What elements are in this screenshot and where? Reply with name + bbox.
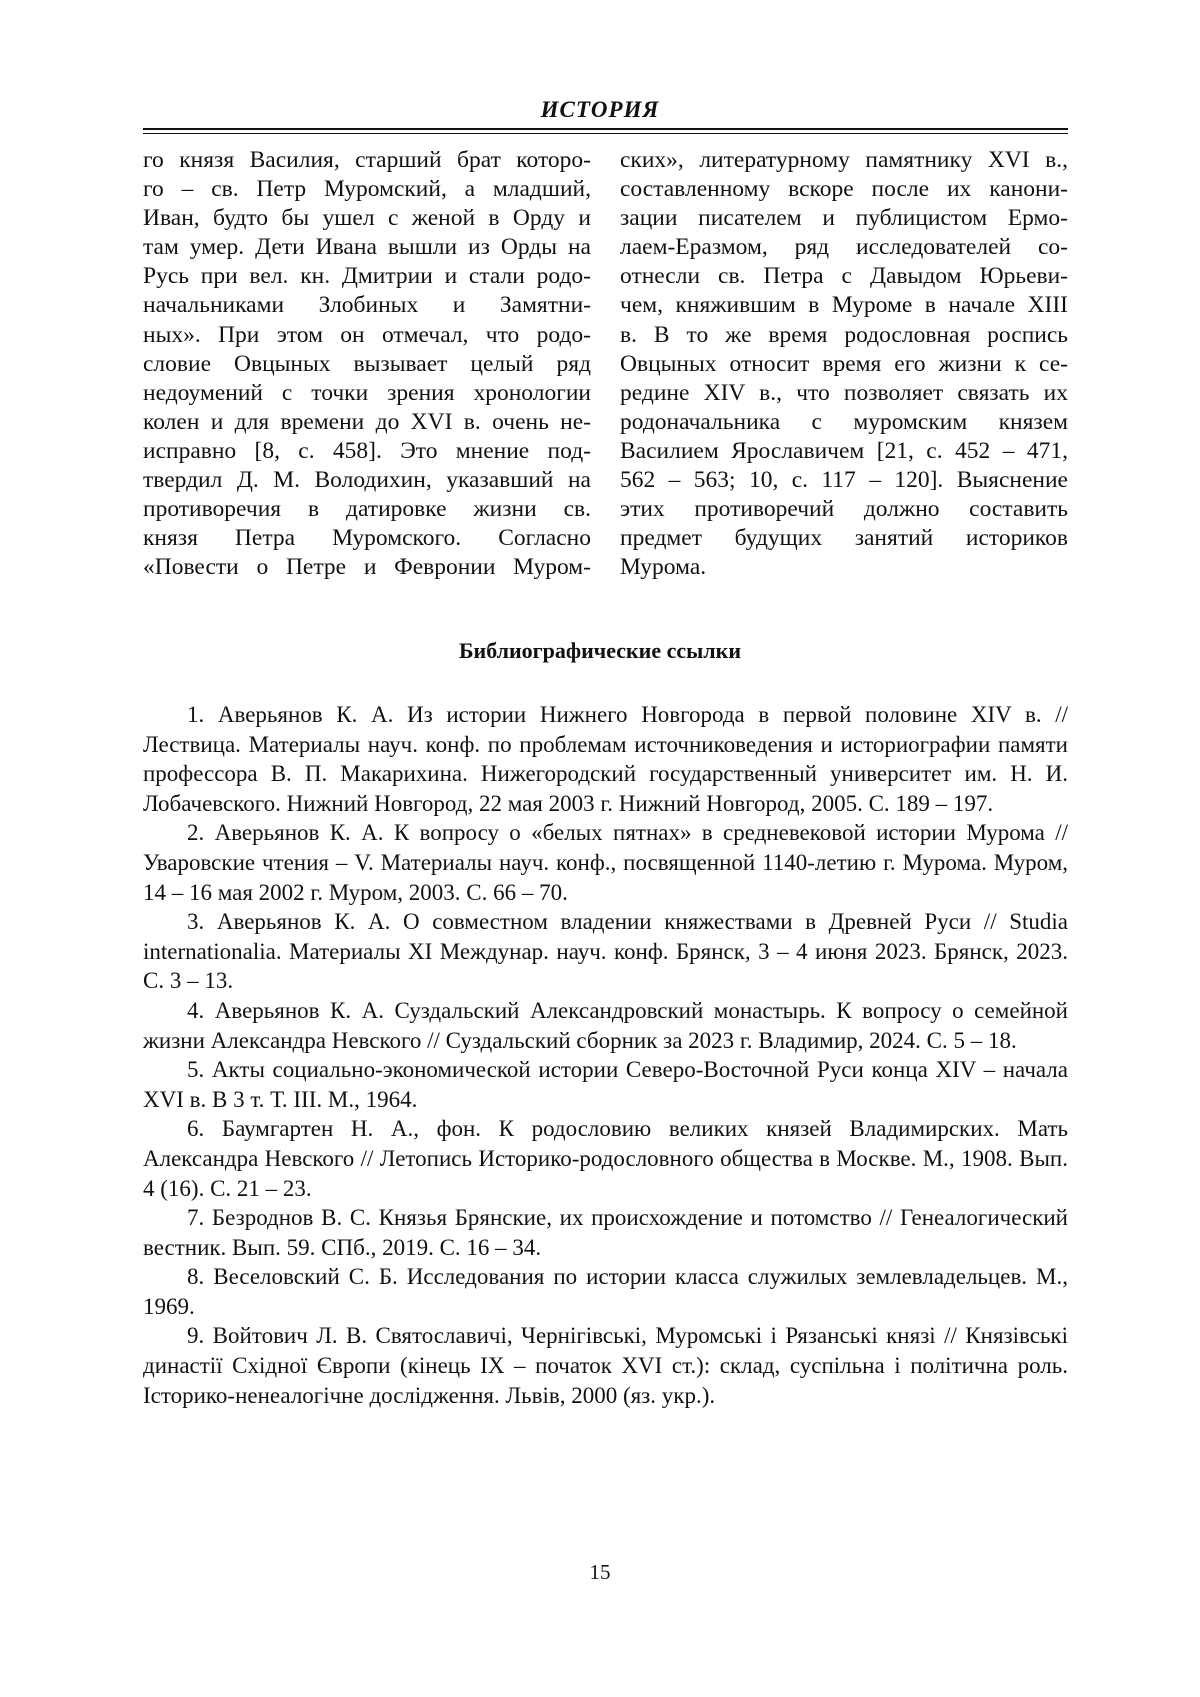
text-line: словие Овцыных вызывает целый ряд bbox=[143, 350, 591, 377]
text-line: Русь при вел. кн. Дмитрии и стали родо- bbox=[143, 263, 591, 290]
text-line: родоначальника с муромским князем bbox=[620, 408, 1068, 435]
text-line: противоречия в датировке жизни св. bbox=[143, 496, 591, 523]
text-line: зации писателем и публицистом Ермо- bbox=[620, 205, 1068, 232]
header-rule-thick bbox=[143, 128, 1068, 130]
text-line: князя Петра Муромского. Согласно bbox=[143, 525, 591, 552]
text-line: редине XIV в., что позволяет связать их bbox=[620, 379, 1068, 406]
text-line: в. В то же время родословная роспись bbox=[620, 321, 1068, 348]
running-header-title: ИСТОРИЯ bbox=[540, 97, 660, 122]
bibliography-entry: 5. Акты социально-экономической истории Северо-Восточной Руси конца XIV – начала XVI в. В 3 т. Т. III. М., 1964. bbox=[143, 1057, 1068, 1112]
text-line: там умер. Дети Ивана вышли из Орды на bbox=[143, 234, 591, 261]
bibliography-entry: 4. Аверьянов К. А. Суздальский Александровский монастырь. К вопросу о семейной жизни Александра Невского // Суздальский сборник за 2023 г. Владимир, 2024. С. 5 – 18. bbox=[143, 997, 1068, 1053]
bibliography-heading: Библиографические ссылки bbox=[458, 638, 742, 663]
bibliography-entry: 9. Войтович Л. В. Святославичі, Чернігівські, Муромські і Рязанські князі // Князівські династії Східної Європи (кінець IX – початок XVI ст.): склад, суспільна і політична роль. Історико-ненеалогічне дослідження. Львів, 2000 (яз. укр.). bbox=[143, 1323, 1068, 1408]
text-line: предмет будущих занятий историков bbox=[620, 525, 1068, 552]
bibliography-entry: 7. Безроднов В. С. Князья Брянские, их происхождение и потомство // Генеалогический вестник. Вып. 59. СПб., 2019. С. 16 – 34. bbox=[143, 1205, 1068, 1260]
text-line: Овцыных относит время его жизни к се- bbox=[620, 350, 1068, 377]
text-line: Иван, будто бы ушел с женой в Орду и bbox=[143, 205, 591, 232]
text-line: этих противоречий должно составить bbox=[620, 496, 1068, 523]
text-line: начальниками Злобиных и Замятни- bbox=[143, 292, 591, 319]
right-text-column bbox=[620, 146, 1068, 582]
text-line: го – св. Петр Муромский, а младший, bbox=[143, 176, 591, 203]
bibliography-entry: 1. Аверьянов К. А. Из истории Нижнего Новгорода в первой половине XIV в. // Лествица. Материалы науч. конф. по проблемам источниковедения и историографии памяти профессора В. П. Макарихина. Нижегородский государственный университет им. Н. И. Лобачевского. Нижний Новгород, 22 мая 2003 г. Нижний Новгород, 2005. С. 189 – 197. bbox=[143, 702, 1068, 816]
text-line: чем, княжившим в Муроме в начале XIII bbox=[620, 292, 1068, 319]
text-line: го князя Василия, старший брат которо- bbox=[143, 147, 591, 173]
bibliography-entry: 6. Баумгартен Н. А., фон. К родословию великих князей Владимирских. Мать Александра Невского // Летопись Историко-родословного общества в Москве. М., 1908. Вып. 4 (16). С. 21 – 23. bbox=[143, 1116, 1068, 1201]
text-line: ных». При этом он отмечал, что родо- bbox=[143, 321, 591, 348]
left-text-column bbox=[143, 146, 591, 582]
text-line: Мурома. bbox=[620, 554, 707, 581]
header-rule-thin bbox=[143, 133, 1068, 134]
text-line: исправно [8, с. 458]. Это мнение под- bbox=[143, 437, 591, 464]
text-line: составленному вскоре после их канони- bbox=[620, 176, 1068, 203]
bibliography-entry: 8. Веселовский С. Б. Исследования по истории класса служилых землевладельцев. М., 1969. bbox=[143, 1264, 1068, 1319]
text-line: лаем-Еразмом, ряд исследователей со- bbox=[620, 234, 1068, 261]
bibliography-entry: 3. Аверьянов К. А. О совместном владении княжествами в Древней Руси // Studia internationalia. Материалы XI Междунар. науч. конф. Брянск, 3 – 4 июня 2023. Брянск, 2023. С. 3 – 13. bbox=[143, 909, 1068, 994]
bibliography-entry: 2. Аверьянов К. А. К вопросу о «белых пятнах» в средневековой истории Мурома // Уваровские чтения – V. Материалы науч. конф., посвященной 1140-летию г. Мурома. Муром, 14 – 16 мая 2002 г. Муром, 2003. С. 66 – 70. bbox=[143, 820, 1068, 905]
text-line: колен и для времени до XVI в. очень не- bbox=[143, 408, 591, 435]
text-line: Василием Ярославичем [21, с. 452 – 471, bbox=[620, 437, 1068, 464]
text-line: недоумений с точки зрения хронологии bbox=[143, 379, 591, 406]
text-line: 562 – 563; 10, с. 117 – 120]. Выяснение bbox=[620, 467, 1068, 494]
text-line: твердил Д. М. Володихин, указавший на bbox=[143, 467, 591, 494]
text-line: «Повести о Петре и Февронии Муром- bbox=[143, 554, 591, 581]
bibliography-list bbox=[143, 700, 1068, 1410]
text-line: отнесли св. Петра с Давыдом Юрьеви- bbox=[620, 263, 1068, 290]
text-line: ских», литературному памятнику XVI в., bbox=[620, 147, 1068, 173]
page-number: 15 bbox=[589, 1560, 611, 1584]
